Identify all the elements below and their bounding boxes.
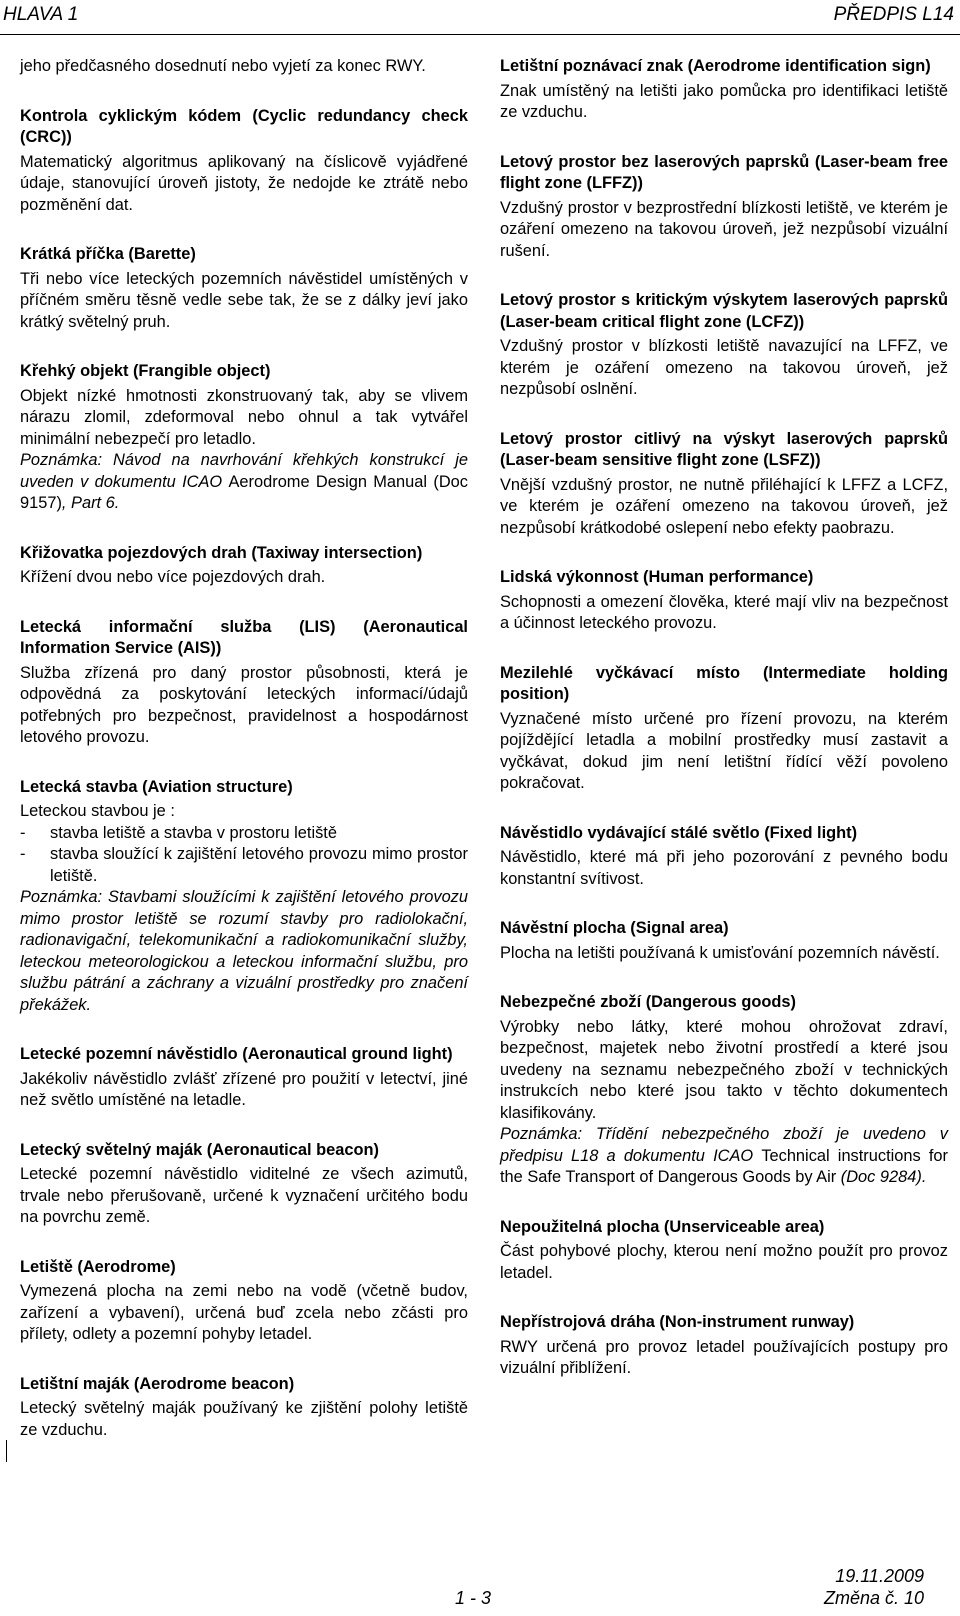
entry-definition: Matematický algoritmus aplikovaný na číslicově vyjádřené údaje, stanovující úroveň jistoty, že nedojde ke ztrátě nebo pozměnění dat. <box>20 152 468 214</box>
bullet-dash: - <box>20 823 26 842</box>
entry-definition: Letecké pozemní návěstidlo viditelné ze všech azimutů, trvale nebo přerušovaně, určené k vyznačení určitého bodu na povrchu země. <box>20 1165 468 1226</box>
entry-definition: Vnější vzdušný prostor, ne nutně přiléhající k LFFZ a LCFZ, ve kterém je ozáření omezeno na takovou úroveň, jež nezpůsobí krátkodobé oslepení nebo efekty paobrazu. <box>500 475 948 537</box>
glossary-entry <box>20 361 468 515</box>
note-tail: , Part 6. <box>61 494 120 512</box>
glossary-entry <box>20 543 468 589</box>
glossary-entry <box>20 1044 468 1112</box>
entry-term: Letištní poznávací znak (Aerodrome identification sign) <box>500 57 931 75</box>
entry-term: Nepřístrojová dráha (Non-instrument runway) <box>500 1313 855 1331</box>
entry-definition: Letecký světelný maják používaný ke zjištění polohy letiště ze vzduchu. <box>20 1399 468 1439</box>
entry-note <box>20 887 468 1016</box>
note-text: Poznámka: Stavbami sloužícími k zajištění letového provozu mimo prostor letiště se rozumí stavby pro radiolokační, radionavigační, telekomunikační a radiokomunikační služby, leteckou meteorologickou a leteckou informační službu, pro službu pátrání a záchrany a vizuální prostředky pro značení překážek. <box>20 888 468 1014</box>
change-bar <box>6 1440 7 1462</box>
entry-term: Krátká příčka (Barette) <box>20 245 196 263</box>
change-number: Změna č. 10 <box>823 1588 924 1608</box>
entry-term: Letecké pozemní návěstidlo (Aeronautical ground light) <box>20 1045 453 1063</box>
note-document-title: Technical instructions for the Safe Transport of Dangerous Goods by Air <box>500 1146 948 1186</box>
bullet-item <box>20 844 468 887</box>
entry-definition: Výrobky nebo látky, které mohou ohrožovat zdraví, bezpečnost, majetek nebo životní prostředí a které jsou uvedeny na seznamu nebezpečného zboží v technických instrukcích nebo které jsou takto v těchto dokumentech klasifikovány. <box>500 1017 948 1122</box>
entry-definition: Návěstidlo, které má při jeho pozorování z pevného bodu konstantní svítivost. <box>500 848 948 888</box>
glossary-entry <box>20 106 468 217</box>
note-document-title: Aerodrome Design Manual (Doc 9157) <box>20 472 468 512</box>
entry-definition: RWY určená pro provoz letadel používajících postupy pro vizuální přiblížení. <box>500 1337 948 1377</box>
entry-definition: Služba zřízená pro daný prostor působnosti, která je odpovědná za poskytování leteckých informací/údajů potřebných pro bezpečnost, pravidelnost a hospodárnost letového provozu. <box>20 663 468 746</box>
glossary-entry <box>20 1257 468 1346</box>
chapter-label: HLAVA 1 <box>3 4 79 25</box>
entry-term: Nebezpečné zboží (Dangerous goods) <box>500 993 796 1011</box>
entry-definition: Tři nebo více leteckých pozemních návěstidel umístěných v příčném směru těsně vedle sebe tak, že se z dálky jeví jako krátký světelný pruh. <box>20 269 468 331</box>
entry-term: Letový prostor citlivý na výskyt laserových paprsků (Laser-beam sensitive flight zone (LSFZ)) <box>500 429 948 469</box>
entry-term: Návěstidlo vydávající stálé světlo (Fixed light) <box>500 823 858 842</box>
glossary-entry <box>20 777 468 1017</box>
entry-term: Mezilehlé vyčkávací místo (Intermediate holding position) <box>500 663 948 703</box>
glossary-entry <box>500 1217 948 1285</box>
intro-text: jeho předčasného dosednutí nebo vyjetí za konec RWY. <box>20 57 426 75</box>
entry-definition: Objekt nízké hmotnosti zkonstruovaný tak, aby se vlivem nárazu zlomil, zdeformoval nebo ohnul a tak vytvářel minimální nebezpečí pro letadlo. <box>20 386 468 448</box>
glossary-entry <box>20 1140 468 1229</box>
entry-term: Letištní maják (Aerodrome beacon) <box>20 1374 295 1393</box>
entry-definition: Plocha na letišti používaná k umisťování pozemních návěstí. <box>500 943 940 962</box>
regulation-label: PŘEDPIS L14 <box>833 4 954 25</box>
entry-term: Letecký světelný maják (Aeronautical beacon) <box>20 1140 379 1159</box>
glossary-entry <box>20 244 468 333</box>
entry-definition: Znak umístěný na letišti jako pomůcka pro identifikaci letiště ze vzduchu. <box>500 81 948 121</box>
entry-note <box>500 1124 948 1189</box>
entry-term: Letecká stavba (Aviation structure) <box>20 777 293 796</box>
bullet-text: stavba sloužící k zajištění letového provozu mimo prostor letiště. <box>50 845 468 885</box>
entry-definition: Vyznačené místo určené pro řízení provozu, na kterém pojíždějící letadla a mobilní prostředky musí zastavit a vyčkávat, dokud jim není letištní řídící věží povoleno pokračovat. <box>500 709 948 792</box>
intro-paragraph <box>20 56 468 78</box>
note-text: Poznámka: Třídění nebezpečného zboží je uvedeno v předpisu L18 a dokumentu ICAO <box>500 1125 948 1165</box>
entry-definition: Vzdušný prostor v blízkosti letiště navazující na LFFZ, ve kterém je ozáření omezeno na takovou úroveň, jež nezpůsobí oslnění. <box>500 337 948 398</box>
bullet-item <box>20 823 468 845</box>
note-text: Poznámka: Návod na navrhování křehkých konstrukcí je uveden v dokumentu ICAO <box>20 451 468 491</box>
entry-term: Lidská výkonnost (Human performance) <box>500 568 814 586</box>
page-header <box>0 0 960 42</box>
bullet-text: stavba letiště a stavba v prostoru letiště <box>50 823 337 842</box>
right-column <box>500 56 948 1408</box>
note-tail: (Doc 9284). <box>836 1168 927 1186</box>
entry-term: Letový prostor s kritickým výskytem laserových paprsků (Laser-beam critical flight zone (LCFZ)) <box>500 291 948 331</box>
page-number: 1 - 3 <box>455 1588 492 1608</box>
glossary-entry <box>500 152 948 263</box>
entry-note <box>20 450 468 515</box>
glossary-entry <box>500 663 948 795</box>
footer-date: 19.11.2009 <box>835 1566 924 1586</box>
entry-definition: Vzdušný prostor v bezprostřední blízkosti letiště, ve kterém je ozáření omezeno na takovou úroveň, jež nezpůsobí vizuální rušení. <box>500 198 948 260</box>
glossary-entry <box>500 567 948 635</box>
entry-term: Křehký objekt (Frangible object) <box>20 362 271 380</box>
entry-term: Letový prostor bez laserových paprsků (Laser-beam free flight zone (LFFZ)) <box>500 152 948 192</box>
header-rule <box>0 34 960 35</box>
entry-term: Letecká informační služba (LIS) (Aeronautical Information Service (AIS)) <box>20 617 468 657</box>
entry-definition: Křížení dvou nebo více pojezdových drah. <box>20 568 326 586</box>
left-column <box>20 56 468 1469</box>
bullet-dash: - <box>20 845 26 863</box>
entry-term: Letiště (Aerodrome) <box>20 1257 176 1276</box>
glossary-entry <box>500 56 948 124</box>
glossary-entry <box>500 918 948 964</box>
glossary-entry <box>500 290 948 401</box>
glossary-entry <box>500 992 948 1189</box>
glossary-entry <box>20 1374 468 1442</box>
glossary-entry <box>20 617 468 749</box>
glossary-entry <box>500 823 948 891</box>
entry-definition: Jakékoliv návěstidlo zvlášť zřízené pro použití v letectví, jiné než světlo umístěné na letadle. <box>20 1069 468 1109</box>
entry-term: Kontrola cyklickým kódem (Cyclic redundancy check (CRC)) <box>20 106 468 146</box>
entry-definition: Schopnosti a omezení člověka, které mají vliv na bezpečnost a účinnost leteckého provozu. <box>500 592 948 632</box>
entry-definition: Část pohybové plochy, kterou není možno použít pro provoz letadel. <box>500 1242 948 1282</box>
entry-definition: Vymezená plocha na zemi nebo na vodě (včetně budov, zařízení a vybavení), určená buď zcela nebo zčásti pro přílety, odlety a pozemní pohyby letadel. <box>20 1282 468 1343</box>
entry-term: Nepoužitelná plocha (Unserviceable area) <box>500 1217 825 1236</box>
entry-term: Návěstní plocha (Signal area) <box>500 919 729 937</box>
glossary-entry <box>500 1312 948 1380</box>
bullet-list <box>20 823 468 888</box>
entry-definition: Leteckou stavbou je : <box>20 802 175 820</box>
glossary-entry <box>500 429 948 540</box>
entry-term: Křižovatka pojezdových drah (Taxiway intersection) <box>20 543 423 562</box>
